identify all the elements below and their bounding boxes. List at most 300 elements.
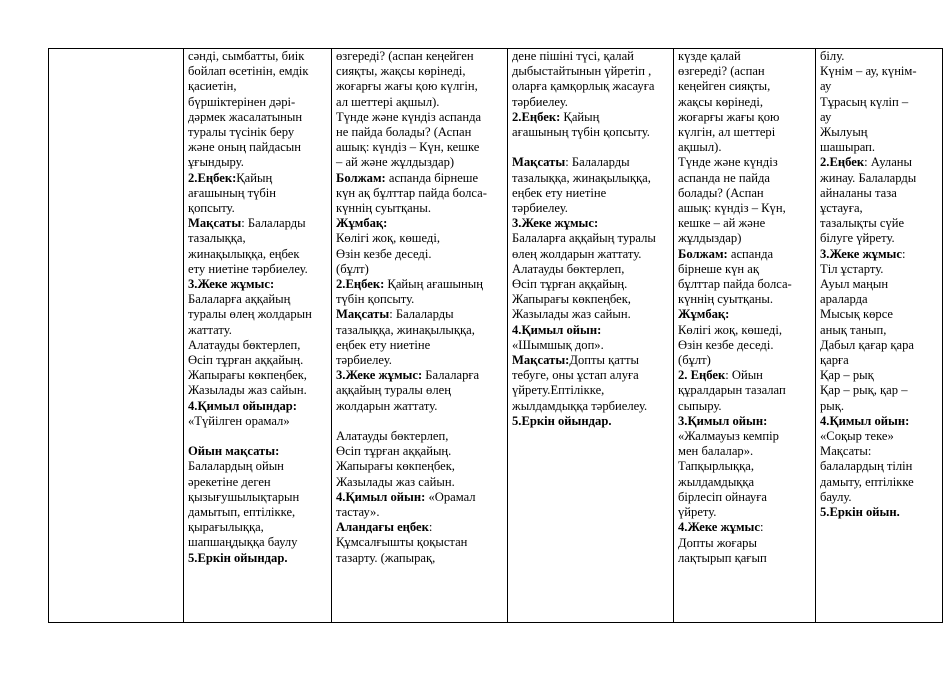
text-line (512, 383, 669, 398)
line-text: : Балаларды (389, 307, 454, 322)
text-line (820, 216, 938, 231)
text-line (512, 231, 669, 246)
bold-label: 4.Жеке жұмыс (678, 520, 760, 535)
line-text: Жазылады жаз сайын. (512, 307, 631, 322)
line-text: бүршіктерінен дәрі- (188, 94, 296, 109)
text-line (336, 414, 503, 429)
text-line (512, 307, 669, 322)
line-text: жылдамдыққа (678, 474, 755, 489)
table-cell-4 (508, 49, 674, 623)
text-line (336, 125, 503, 140)
line-text: ұғындыру. (188, 155, 244, 170)
text-line (820, 490, 938, 505)
line-text: дәрмек жасалатынын (188, 109, 303, 124)
line-text: ету ниетіне тәрбиелеу. (188, 261, 308, 276)
text-line (188, 535, 327, 550)
bold-label: Болжам: (678, 246, 728, 261)
bold-label: 3.Жеке жұмыс: (188, 277, 275, 292)
text-line (820, 444, 938, 459)
text-line (678, 277, 811, 292)
text-line (512, 292, 669, 307)
line-text: дамыту, ептілікке (820, 474, 914, 489)
text-line (678, 95, 811, 110)
line-text: Көлігі жоқ, көшеді, (336, 231, 440, 246)
line-text: қопсыту. (188, 201, 235, 216)
text-line (512, 323, 669, 338)
text-line (678, 262, 811, 277)
line-text: туралы өлең жолдарын (188, 307, 312, 322)
text-line (512, 201, 669, 216)
line-text: бірнеше күн ақ (678, 261, 759, 276)
line-text: кешке – ай және (678, 216, 766, 231)
line-text: Қайың (236, 170, 273, 185)
text-line (188, 171, 327, 186)
text-line (188, 110, 327, 125)
line-text: ал шеттері ақшыл). (336, 94, 440, 109)
text-line (336, 186, 503, 201)
line-text: рық. (820, 398, 845, 413)
text-line (336, 110, 503, 125)
line-text: сыпыру. (678, 398, 722, 413)
text-line (678, 383, 811, 398)
line-text: Жапырағы көкпеңбек, (512, 292, 631, 307)
bold-label: 3.Қимыл ойын: (678, 413, 768, 428)
text-line (336, 490, 503, 505)
text-line (678, 323, 811, 338)
line-text: Тіл ұстарту. (820, 261, 884, 276)
line-text: тебуге, оны ұстап алуға (512, 368, 639, 383)
text-line (820, 338, 938, 353)
line-text: Алатауды бөктерлеп, (512, 261, 625, 276)
text-line (512, 140, 669, 155)
line-text: Өсіп тұрған аққайың. (336, 444, 452, 459)
text-line (820, 323, 938, 338)
text-line (336, 64, 503, 79)
text-line (336, 505, 503, 520)
line-text: Қар – рық, қар – (820, 383, 908, 398)
text-line (678, 155, 811, 170)
line-text: күзде қалай (678, 49, 741, 63)
line-text: өлең жолдарын жаттату. (512, 246, 642, 261)
bold-label: 4.Қимыл ойындар: (188, 398, 297, 413)
bold-label: Аландағы еңбек (336, 520, 429, 535)
text-line (678, 429, 811, 444)
line-text: болады? (Аспан (678, 185, 764, 200)
line-text: Қайың ағашының (384, 277, 483, 292)
text-line (336, 429, 503, 444)
text-line (820, 247, 938, 262)
line-text: Күнім – ау, күнім- (820, 64, 917, 79)
text-line (820, 49, 938, 64)
line-text: жақсы көрінеді, (678, 94, 764, 109)
text-line (188, 292, 327, 307)
line-text: жинақылыққа, еңбек (188, 246, 300, 261)
line-text: араларда (820, 292, 868, 307)
line-text: Жапырағы көкпеңбек, (336, 459, 455, 474)
line-text: күннің суытқаны. (678, 292, 774, 307)
table-cell-6 (816, 49, 943, 623)
line-text: Балаларға аққайың (188, 292, 291, 307)
line-text: тазарту. (жапырақ, (336, 550, 436, 565)
text-line (336, 262, 503, 277)
text-line (820, 277, 938, 292)
text-line (188, 64, 327, 79)
text-line (336, 79, 503, 94)
text-line (188, 125, 327, 140)
line-text: – ай және жұлдыздар) (336, 155, 455, 170)
line-text: «Жалмауыз кемпір (678, 429, 779, 444)
text-line (336, 459, 503, 474)
line-text: еңбек ету ниетіне (512, 185, 607, 200)
text-line (678, 231, 811, 246)
text-line (678, 505, 811, 520)
bold-label: 5.Еркін ойындар. (188, 550, 288, 565)
line-text: шашырап. (820, 140, 876, 155)
text-line (678, 338, 811, 353)
text-line (188, 262, 327, 277)
text-line (188, 551, 327, 566)
line-text: кеңейген сияқты, (678, 79, 771, 94)
text-line (512, 277, 669, 292)
text-line (336, 140, 503, 155)
line-text: Тапқырлыққа, (678, 459, 754, 474)
text-line (336, 323, 503, 338)
text-line (820, 414, 938, 429)
bold-label: 2.Еңбек: (188, 170, 237, 185)
text-line (678, 79, 811, 94)
line-text: күлгін, ал шеттері (678, 125, 776, 140)
text-line (512, 414, 669, 429)
text-line (678, 399, 811, 414)
line-text: Қар – рық (820, 368, 874, 383)
text-line (336, 444, 503, 459)
text-line (188, 231, 327, 246)
text-line (820, 64, 938, 79)
text-line (820, 231, 938, 246)
bold-label: 2. Еңбек (678, 368, 726, 383)
line-text: Көлігі жоқ, көшеді, (678, 322, 782, 337)
text-line (820, 155, 938, 170)
line-text: Балаларға аққайың туралы (512, 231, 656, 246)
line-text: ақшыл). (678, 140, 722, 155)
line-text: тазалықты сүйе (820, 216, 905, 231)
line-text: лақтырып қағып (678, 550, 767, 565)
text-line (678, 368, 811, 383)
text-line (678, 551, 811, 566)
text-line (678, 444, 811, 459)
line-text: тәрбиелеу. (512, 201, 568, 216)
text-line (678, 64, 811, 79)
text-line (336, 383, 503, 398)
line-text: «Шымшық доп». (512, 337, 604, 352)
bold-label: Ойын мақсаты: (188, 444, 280, 459)
line-text: баулу. (820, 489, 852, 504)
text-line (336, 247, 503, 262)
line-text: ұстауға, (820, 201, 863, 216)
text-line (512, 368, 669, 383)
line-text: Жазылады жаз сайын. (188, 383, 307, 398)
line-text: аспанда бірнеше (385, 170, 479, 185)
text-line (678, 125, 811, 140)
text-line (820, 368, 938, 383)
line-text: сәнді, сымбатты, биік (188, 49, 305, 63)
text-line (188, 155, 327, 170)
text-line (678, 490, 811, 505)
bold-label: 3.Жеке жұмыс (820, 246, 902, 261)
line-text: мен балалар». (678, 444, 754, 459)
text-line (678, 216, 811, 231)
line-text: : Ойын (725, 368, 763, 383)
text-line (820, 292, 938, 307)
line-text: Түнде және күндіз аспанда (336, 109, 482, 124)
line-text: күннің суытқаны. (336, 201, 432, 216)
line-text: : (759, 520, 764, 535)
text-line (188, 383, 327, 398)
text-line (512, 338, 669, 353)
text-line (678, 171, 811, 186)
text-line (678, 353, 811, 368)
text-line (188, 95, 327, 110)
text-line (188, 216, 327, 231)
line-text: ашық: күндіз – Күн, кешке (336, 140, 480, 155)
line-text: шапшаңдыққа баулу (188, 535, 298, 550)
line-text: жинау. Балаларды (820, 170, 917, 185)
line-text: ағашының түбін қопсыту. (512, 125, 650, 140)
line-text: тәрбиелеу. (336, 353, 392, 368)
line-text: Алатауды бөктерлеп, (188, 337, 301, 352)
bold-label: 5.Еркін ойындар. (512, 413, 612, 428)
text-line (336, 353, 503, 368)
text-line (336, 307, 503, 322)
line-text: «Соқыр теке» (820, 429, 894, 444)
line-text: : Ауланы (864, 155, 913, 170)
table-cell-3 (332, 49, 508, 623)
line-text: не пайда болады? (Аспан (336, 125, 472, 140)
bold-label: Мақсаты (188, 216, 242, 231)
text-line (512, 216, 669, 231)
text-line (512, 79, 669, 94)
text-line (512, 262, 669, 277)
line-text: дыбыстайтынын үйретіп , (512, 64, 652, 79)
line-text: білу. (820, 49, 845, 63)
text-line (678, 459, 811, 474)
text-line (678, 520, 811, 535)
text-line (678, 247, 811, 262)
text-line (336, 399, 503, 414)
line-text: ау (820, 79, 832, 94)
text-line (188, 49, 327, 64)
text-line (678, 307, 811, 322)
line-text: : (901, 246, 906, 261)
text-line (188, 140, 327, 155)
line-text: тазалыққа, жинақылыққа, (512, 170, 651, 185)
line-text: жоғарғы жағы қою (678, 109, 780, 124)
text-line (336, 49, 503, 64)
text-line (678, 140, 811, 155)
bold-label: 5.Еркін ойын. (820, 505, 900, 520)
line-text: күн ақ бұлттар пайда болса- (336, 185, 487, 200)
text-line (188, 368, 327, 383)
line-text: (бұлт) (678, 353, 711, 368)
text-line (512, 125, 669, 140)
line-text: Допты жоғары (678, 535, 757, 550)
text-line (512, 171, 669, 186)
text-line (512, 399, 669, 414)
text-line (188, 520, 327, 535)
text-line (820, 262, 938, 277)
text-line (678, 475, 811, 490)
text-line (188, 307, 327, 322)
bold-label: 2.Еңбек: (512, 109, 561, 124)
table-cell-2 (184, 49, 332, 623)
line-text: Дабыл қағар қара (820, 337, 914, 352)
line-text: әрекетіне деген (188, 474, 271, 489)
line-text: үйрету. (678, 505, 717, 520)
line-text: «Түйілген орамал» (188, 413, 290, 428)
line-text: (бұлт) (336, 261, 369, 276)
bold-label: Мақсаты (336, 307, 390, 322)
text-line (820, 110, 938, 125)
bold-label: 3.Жеке жұмыс: (512, 216, 599, 231)
line-text: Мақсаты: (820, 444, 872, 459)
text-line (188, 414, 327, 429)
text-line (820, 353, 938, 368)
bold-label: Мақсаты (512, 155, 566, 170)
line-text: Өзін кезбе деседі. (336, 246, 432, 261)
text-line (336, 216, 503, 231)
text-line (188, 429, 327, 444)
text-line (678, 292, 811, 307)
line-text: қырағылыққа, (188, 520, 264, 535)
text-line (512, 186, 669, 201)
text-line (820, 171, 938, 186)
line-text: Жапырағы көкпеңбек, (188, 368, 307, 383)
line-text: жылдамдыққа тәрбиелеу. (512, 398, 648, 413)
line-text: Балаларға (422, 368, 480, 383)
line-text: дене пішіні түсі, қалай (512, 49, 634, 63)
text-line (820, 79, 938, 94)
line-text: қызығушылықтарын (188, 489, 300, 504)
text-line (188, 323, 327, 338)
text-line (820, 459, 938, 474)
text-line (820, 186, 938, 201)
text-line (336, 231, 503, 246)
text-line (678, 414, 811, 429)
text-line (188, 475, 327, 490)
text-line (512, 49, 669, 64)
line-text: тазалыққа, жинақылыққа, (336, 322, 475, 337)
line-text: қасиетін, (188, 79, 237, 94)
line-text: Алатауды бөктерлеп, (336, 429, 449, 444)
line-text: бірлесіп ойнауға (678, 489, 767, 504)
bold-label: 4.Қимыл ойын: (512, 322, 602, 337)
text-line (820, 125, 938, 140)
line-text: тәрбиелеу. (512, 94, 568, 109)
bold-label: 2.Еңбек (820, 155, 865, 170)
text-line (188, 353, 327, 368)
line-text: жолдарын жаттату. (336, 398, 438, 413)
line-text: бойлап өсетінін, емдік (188, 64, 309, 79)
line-text: Жылуың (820, 125, 868, 140)
line-text: Өзін кезбе деседі. (678, 337, 774, 352)
text-line (678, 186, 811, 201)
line-text: : (428, 520, 433, 535)
text-line (188, 201, 327, 216)
line-text: өзгереді? (аспан (678, 64, 765, 79)
line-text: қарға (820, 353, 849, 368)
line-text: Өсіп тұрған аққайың. (512, 277, 628, 292)
line-text: Құмсалғышты қоқыстан (336, 535, 468, 550)
text-line (820, 399, 938, 414)
table-row (49, 49, 943, 623)
lesson-plan-table (48, 48, 943, 623)
text-line (336, 277, 503, 292)
text-line (188, 490, 327, 505)
text-line (336, 155, 503, 170)
line-text: Балалардың ойын (188, 459, 284, 474)
text-line (188, 338, 327, 353)
text-line (820, 383, 938, 398)
text-line (336, 535, 503, 550)
text-line (188, 399, 327, 414)
line-text: айналаны таза (820, 185, 897, 200)
line-text: дамытып, ептілікке, (188, 505, 296, 520)
bold-label: 2.Еңбек: (336, 277, 385, 292)
line-text: ашық: күндіз – Күн, (678, 201, 786, 216)
line-text: үйрету.Ептілікке, (512, 383, 605, 398)
bold-label: 4.Қимыл ойын: (336, 489, 426, 504)
line-text: ағашының түбін (188, 185, 277, 200)
line-text: : Балаларды (241, 216, 306, 231)
bold-label: Мақсаты: (512, 353, 570, 368)
text-line (820, 429, 938, 444)
line-text: өзгереді? (аспан кеңейген (336, 49, 474, 63)
line-text: жоғарғы жағы қою күлгін, (336, 79, 478, 94)
bold-label: Жұмбақ: (336, 216, 388, 231)
line-text: ау (820, 109, 832, 124)
text-line (336, 551, 503, 566)
line-text: Қайың (560, 109, 600, 124)
text-line (820, 140, 938, 155)
line-text: түбін қопсыту. (336, 292, 415, 307)
bold-label: 4.Қимыл ойын: (820, 413, 910, 428)
text-line (512, 155, 669, 170)
line-text: Тұрасың күліп – (820, 94, 909, 109)
text-line (188, 247, 327, 262)
text-line (678, 110, 811, 125)
text-line (512, 95, 669, 110)
line-text: балалардың тілін (820, 459, 913, 474)
line-text: аспанда (727, 246, 774, 261)
line-text: тастау». (336, 505, 380, 520)
line-text: Мысық көрсе (820, 307, 894, 322)
text-line (336, 475, 503, 490)
line-text: және оның пайдасын (188, 140, 302, 155)
text-line (820, 307, 938, 322)
line-text: еңбек ету ниетіне (336, 337, 431, 352)
text-line (820, 475, 938, 490)
line-text: оларға қамқорлық жасауға (512, 79, 655, 94)
line-text: Түнде және күндіз (678, 155, 778, 170)
line-text: туралы түсінік беру (188, 125, 295, 140)
line-text: : Балаларды (565, 155, 630, 170)
text-line (188, 186, 327, 201)
line-text: Жазылады жаз сайын. (336, 474, 455, 489)
text-line (188, 505, 327, 520)
text-line (336, 520, 503, 535)
text-line (188, 79, 327, 94)
table-cell-5 (674, 49, 816, 623)
